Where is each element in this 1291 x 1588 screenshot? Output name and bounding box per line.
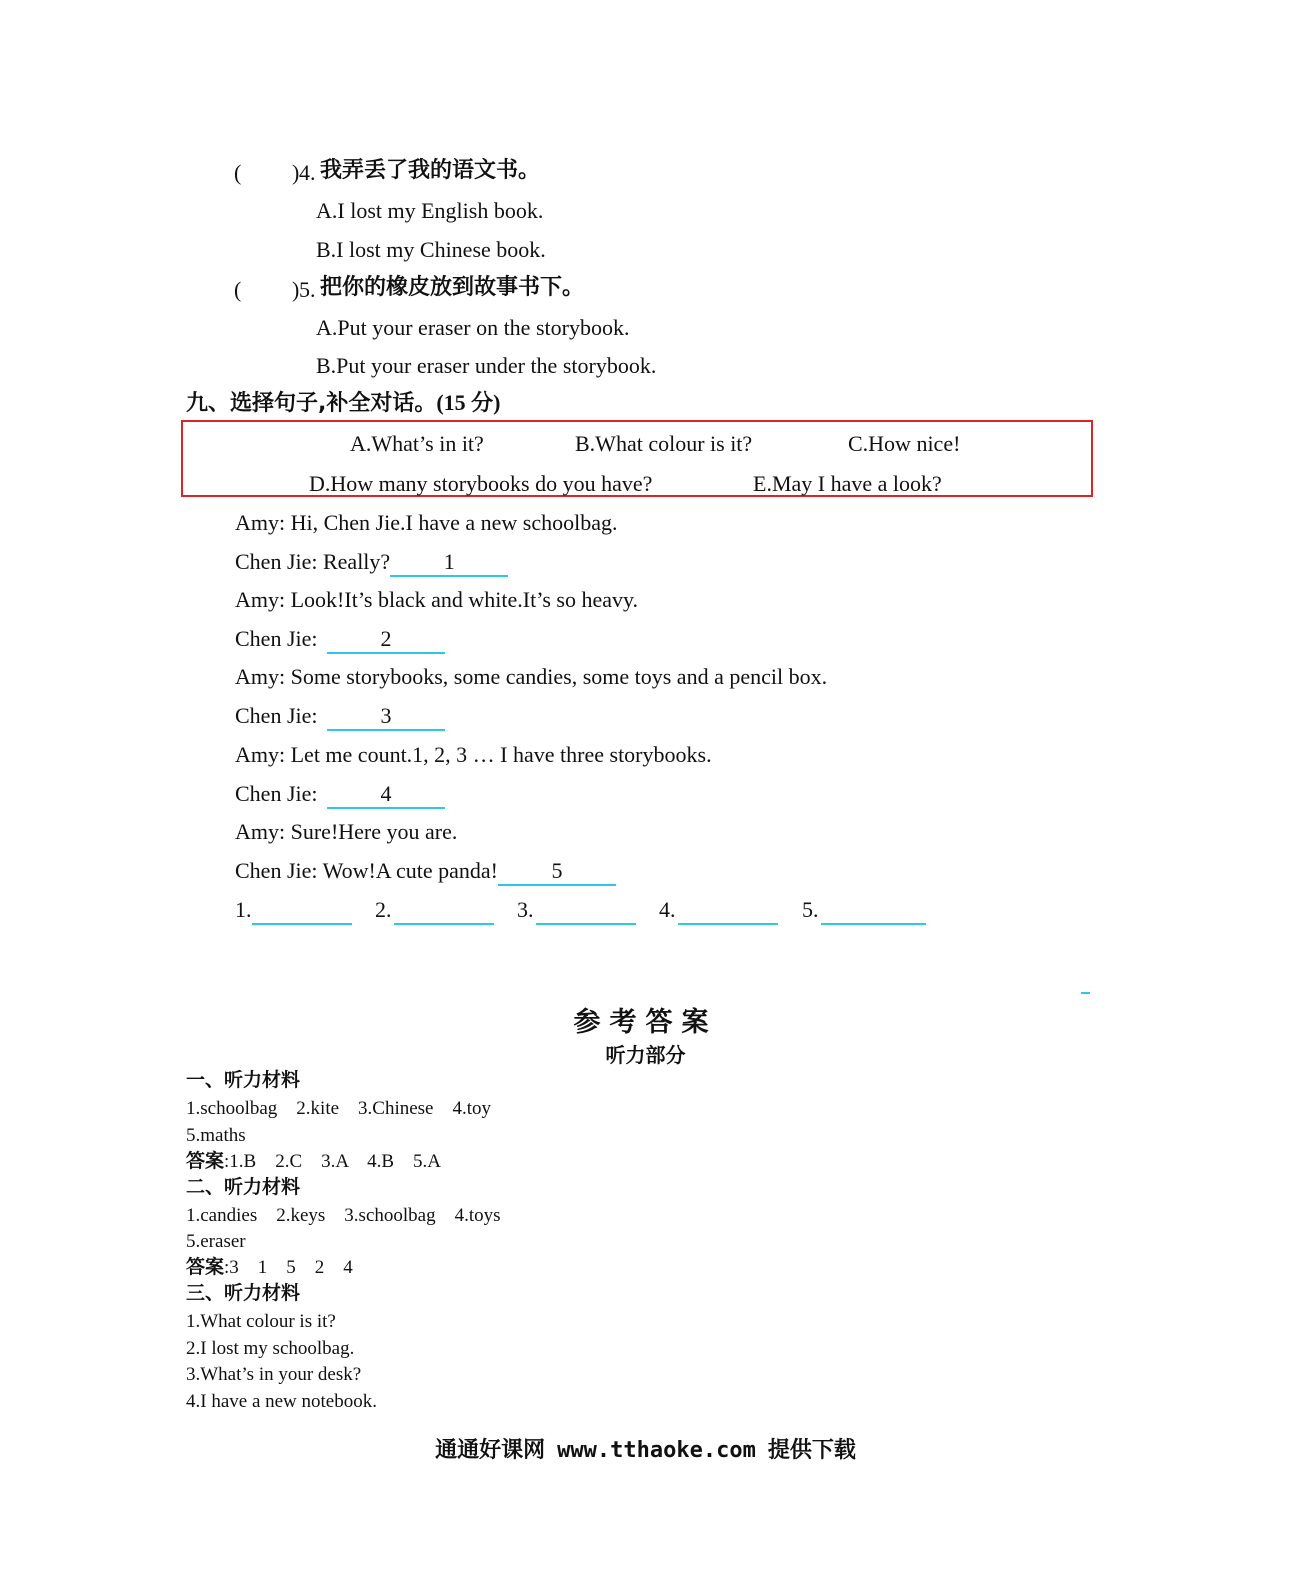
question-number: 4.	[299, 160, 316, 185]
footer-site-name: 通通好课网	[435, 1438, 546, 1463]
answer-paren-close: )	[292, 277, 300, 302]
answer-label: 答案	[186, 1150, 225, 1172]
dialogue-text: Chen Jie:	[235, 781, 323, 806]
dialogue-line	[235, 512, 617, 534]
answer-values: :3 1 5 2 4	[224, 1257, 353, 1278]
dialogue-text: Amy: Let me count.1, 2, 3 … I have three storybooks.	[235, 742, 712, 767]
answer-slot-3[interactable]	[536, 899, 636, 925]
dialogue-text: Chen Jie: Wow!A cute panda!	[235, 858, 498, 883]
option-b: B.I lost my Chinese book.	[316, 237, 546, 262]
question-prompt: 我弄丢了我的语文书。	[320, 158, 541, 183]
answer-blank-5[interactable]: 5	[498, 860, 616, 886]
dialogue-text: Chen Jie: Really?	[235, 549, 391, 574]
sentence-option-a: A.What’s in it?	[350, 431, 484, 456]
sentence-option-e: E.May I have a look?	[753, 471, 942, 496]
dialogue-line	[235, 589, 638, 611]
part-line: 2.I lost my schoolbag.	[186, 1338, 355, 1359]
answer-line	[186, 1152, 441, 1171]
option-a: A.I lost my English book.	[316, 198, 544, 223]
answer-slot-label: 1.	[235, 897, 252, 922]
answer-label: 答案	[186, 1256, 225, 1278]
dialogue-line	[235, 744, 712, 766]
answer-slot-1[interactable]	[252, 899, 352, 925]
sentence-option-b: B.What colour is it?	[575, 431, 753, 456]
part-line: 5.maths	[186, 1125, 246, 1146]
dialogue-line	[235, 783, 445, 809]
answer-blank-2[interactable]: 2	[327, 628, 445, 654]
answer-values: :1.B 2.C 3.A 4.B 5.A	[224, 1151, 441, 1172]
dialogue-text: Amy: Sure!Here you are.	[235, 819, 458, 844]
sentence-option-c: C.How nice!	[848, 431, 961, 456]
answer-paren-close: )	[292, 160, 300, 185]
answer-slot-4[interactable]	[678, 899, 778, 925]
answer-blank-4[interactable]: 4	[327, 783, 445, 809]
footer-url[interactable]: www.tthaoke.com	[557, 1438, 756, 1463]
dialogue-text: Amy: Some storybooks, some candies, some toys and a pencil box.	[235, 664, 828, 689]
sentence-option-d: D.How many storybooks do you have?	[309, 471, 653, 496]
dialogue-line	[235, 666, 827, 688]
section-heading-text: 九、选择句子,补全对话。	[186, 391, 437, 416]
part-heading: 二、听力材料	[186, 1176, 301, 1198]
option-a: A.Put your eraser on the storybook.	[316, 315, 630, 340]
dialogue-text: Chen Jie:	[235, 626, 323, 651]
section-score: (15 分)	[436, 390, 501, 415]
section-heading	[186, 392, 501, 415]
answer-slot-label: 4.	[659, 897, 676, 922]
dialogue-line	[235, 628, 445, 654]
part-line: 1.schoolbag 2.kite 3.Chinese 4.toy	[186, 1098, 492, 1119]
dialogue-line	[235, 705, 445, 731]
option-b: B.Put your eraser under the storybook.	[316, 353, 657, 378]
answer-slot-label: 5.	[802, 897, 819, 922]
footer-tail: 提供下载	[767, 1438, 856, 1463]
part-line: 1.What colour is it?	[186, 1311, 336, 1332]
dialogue-text: Amy: Hi, Chen Jie.I have a new schoolbag.	[235, 510, 618, 535]
answer-slot-5[interactable]	[821, 899, 926, 925]
dialogue-line	[235, 551, 508, 577]
answer-blank-3[interactable]: 3	[327, 705, 445, 731]
answer-paren-open: (	[234, 277, 242, 302]
part-line: 1.candies 2.keys 3.schoolbag 4.toys	[186, 1205, 501, 1226]
dialogue-text: Amy: Look!It’s black and white.It’s so heavy.	[235, 587, 639, 612]
answer-key-subtitle: 听力部分	[605, 1043, 686, 1067]
dialogue-line	[235, 860, 616, 886]
answer-paren-open: (	[234, 160, 242, 185]
question-prompt: 把你的橡皮放到故事书下。	[320, 275, 585, 300]
part-line: 4.I have a new notebook.	[186, 1391, 377, 1412]
question-number: 5.	[299, 277, 316, 302]
dialogue-text: Chen Jie:	[235, 703, 323, 728]
answer-key-title: 参考答案	[573, 1007, 718, 1038]
part-heading: 三、听力材料	[186, 1282, 301, 1304]
part-line: 3.What’s in your desk?	[186, 1364, 362, 1385]
page-footer	[0, 1440, 1291, 1462]
part-heading: 一、听力材料	[186, 1069, 301, 1091]
answer-slot-label: 2.	[375, 897, 392, 922]
answer-slot-2[interactable]	[394, 899, 494, 925]
answer-slot-label: 3.	[517, 897, 534, 922]
part-line: 5.eraser	[186, 1231, 246, 1252]
answer-blank-1[interactable]: 1	[390, 551, 508, 577]
stray-mark	[1081, 992, 1090, 994]
answer-line	[186, 1258, 353, 1277]
dialogue-line	[235, 821, 457, 843]
